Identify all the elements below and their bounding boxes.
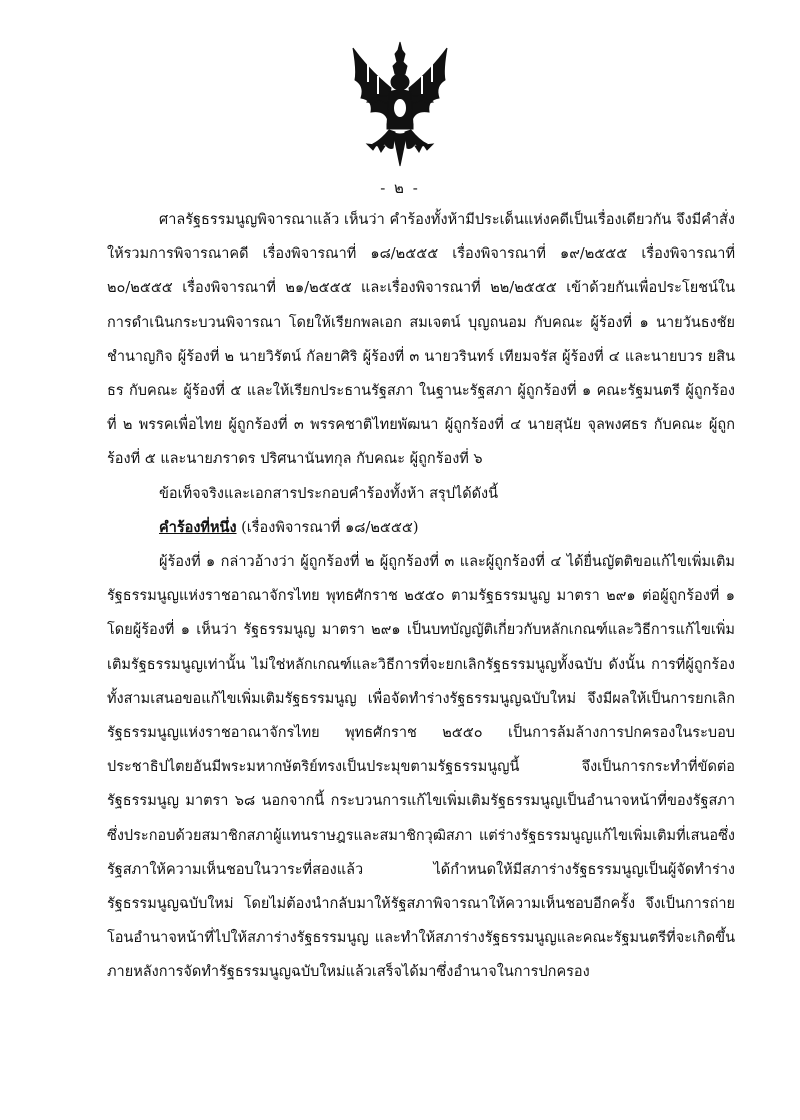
section-heading-case: (เรื่องพิจารณาที่ ๑๘/๒๕๕๕) bbox=[236, 519, 419, 536]
page-number: - ๒ - bbox=[380, 179, 420, 197]
section-heading-bold: คำร้องที่หนึ่ง bbox=[159, 518, 237, 536]
garuda-emblem-icon bbox=[347, 40, 453, 168]
paragraph-consolidation: ศาลรัฐธรรมนูญพิจารณาแล้ว เห็นว่า คำร้องทั้งห้ามีประเด็นแห่งคดีเป็นเรื่องเดียวกัน จึงมีคำสั่งให้รวมการพิจารณาคดี เรื่องพิจารณาที่ ๑๘/๒๕๕๕ เรื่องพิจารณาที่ ๑๙/๒๕๕๕ เรื่องพิจารณาที่ ๒๐/๒๕๕๕ เรื่องพิจารณาที่ ๒๑/๒๕๕๕ และเรื่องพิจารณาที่ ๒๒/๒๕๕๕ เข้าด้วยกันเพื่อประโยชน์ในการดำเนินกระบวนพิจารณา โดยให้เรียกพลเอก สมเจตน์ บุญถนอม กับคณะ ผู้ร้องที่ ๑ นายวันธงชัย ชำนาญกิจ ผู้ร้องที่ ๒ นายวิรัตน์ กัลยาศิริ ผู้ร้องที่ ๓ นายวรินทร์ เทียมจรัส ผู้ร้องที่ ๔ และนายบวร ยสินธร กับคณะ ผู้ร้องที่ ๕ และให้เรียกประธานรัฐสภา ในฐานะรัฐสภา ผู้ถูกร้องที่ ๑ คณะรัฐมนตรี ผู้ถูกร้องที่ ๒ พรรคเพื่อไทย ผู้ถูกร้องที่ ๓ พรรคชาติไทยพัฒนา ผู้ถูกร้องที่ ๔ นายสุนัย จุลพงศธร กับคณะ ผู้ถูกร้องที่ ๕ และนายภราดร ปริศนานันทกุล กับคณะ ผู้ถูกร้องที่ ๖ bbox=[107, 212, 735, 468]
paragraph-summary-intro: ข้อเท็จจริงและเอกสารประกอบคำร้องทั้งห้า สรุปได้ดังนี้ bbox=[159, 485, 499, 502]
document-body bbox=[107, 203, 735, 990]
section-heading bbox=[107, 511, 735, 545]
paragraph-first-petition: ผู้ร้องที่ ๑ กล่าวอ้างว่า ผู้ถูกร้องที่ ๒ ผู้ถูกร้องที่ ๓ และผู้ถูกร้องที่ ๔ ได้ยื่นญัตติขอแก้ไขเพิ่มเติมรัฐธรรมนูญแห่งราชอาณาจักรไทย พุทธศักราช ๒๕๕๐ ตามรัฐธรรมนูญ มาตรา ๒๙๑ ต่อผู้ถูกร้องที่ ๑ โดยผู้ร้องที่ ๑ เห็นว่า รัฐธรรมนูญ มาตรา ๒๙๑ เป็นบทบัญญัติเกี่ยวกับหลักเกณฑ์และวิธีการแก้ไขเพิ่มเติมรัฐธรรมนูญเท่านั้น ไม่ใช่หลักเกณฑ์และวิธีการที่จะยกเลิกรัฐธรรมนูญทั้งฉบับ ดังนั้น การที่ผู้ถูกร้องทั้งสามเสนอขอแก้ไขเพิ่มเติมรัฐธรรมนูญ เพื่อจัดทำร่างรัฐธรรมนูญฉบับใหม่ จึงมีผลให้เป็นการยกเลิกรัฐธรรมนูญแห่งราชอาณาจักรไทย พุทธศักราช ๒๕๕๐ เป็นการล้มล้างการปกครองในระบอบประชาธิปไตยอันมีพระมหากษัตริย์ทรงเป็นประมุขตามรัฐธรรมนูญนี้ จึงเป็นการกระทำที่ขัดต่อรัฐธรรมนูญ มาตรา ๖๘ นอกจากนี้ กระบวนการแก้ไขเพิ่มเติมรัฐธรรมนูญเป็นอำนาจหน้าที่ของรัฐสภาซึ่งประกอบด้วยสมาชิกสภาผู้แทนราษฎรและสมาชิกวุฒิสภา แต่ร่างรัฐธรรมนูญแก้ไขเพิ่มเติมที่เสนอซึ่งรัฐสภาให้ความเห็นชอบในวาระที่สองแล้ว ได้กำหนดให้มีสภาร่างรัฐธรรมนูญเป็นผู้จัดทำร่างรัฐธรรมนูญฉบับใหม่ โดยไม่ต้องนำกลับมาให้รัฐสภาพิจารณาให้ความเห็นชอบอีกครั้ง จึงเป็นการถ่ายโอนอำนาจหน้าที่ไปให้สภาร่างรัฐธรรมนูญ และทำให้สภาร่างรัฐธรรมนูญและคณะรัฐมนตรีที่จะเกิดขึ้นภายหลังการจัดทำรัฐธรรมนูญฉบับใหม่แล้วเสร็จได้มาซึ่งอำนาจในการปกครอง bbox=[107, 554, 735, 981]
